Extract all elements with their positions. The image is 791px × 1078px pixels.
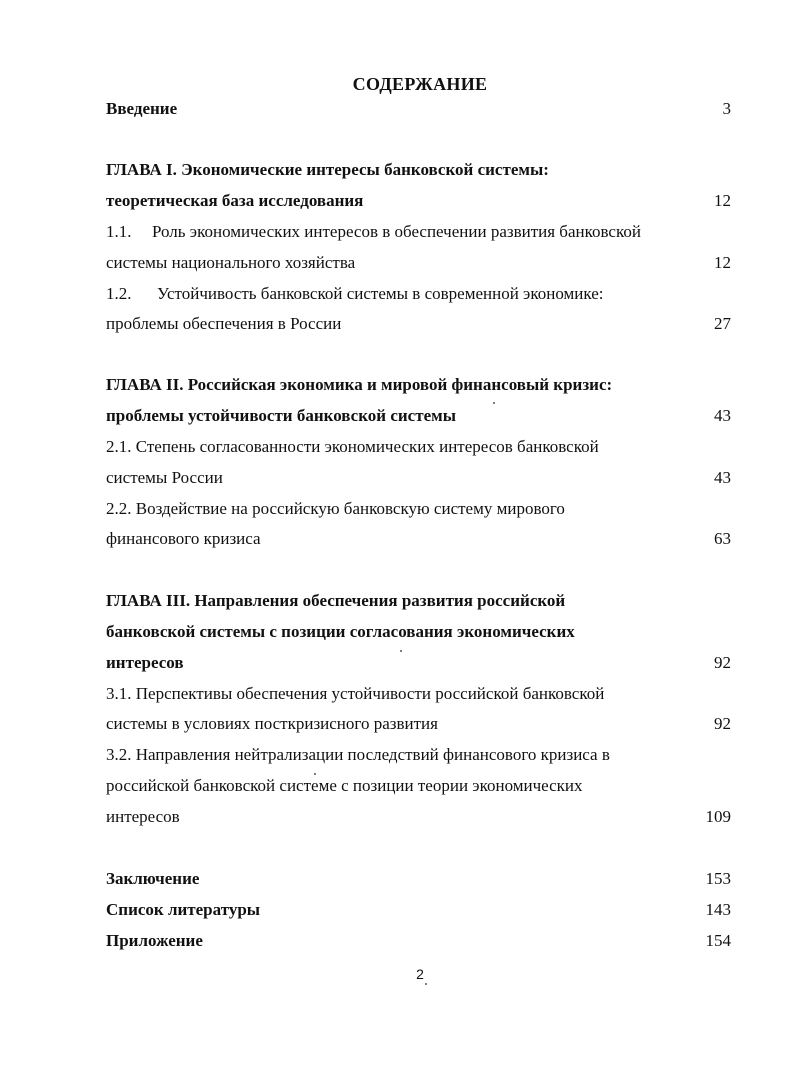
- toc-chapter2-title-line2: проблемы устойчивости банковской системы: [106, 406, 456, 425]
- toc-section-3-1-page: 92: [714, 714, 731, 733]
- toc-references-page: 143: [705, 900, 731, 919]
- toc-chapter1-title-line2: теоретическая база исследования: [106, 191, 364, 210]
- toc-section-2-1-line1: 2.1. Степень согласованности экономических интересов банковской: [106, 437, 599, 456]
- scan-speck: [400, 650, 402, 652]
- toc-section-3-1-line2: системы в условиях посткризисного развития: [106, 714, 438, 733]
- toc-section-2-2-line2: финансового кризиса: [106, 529, 261, 548]
- toc-section-2-2-page: 63: [714, 529, 731, 548]
- toc-appendix-page: 154: [705, 931, 731, 950]
- toc-intro-page: 3: [722, 99, 731, 118]
- toc-chapter3-title-line1: ГЛАВА III. Направления обеспечения развития российской: [106, 591, 566, 610]
- scan-speck: [314, 773, 316, 775]
- toc-section-1-1-line2: системы национального хозяйства: [106, 253, 356, 272]
- toc-chapter1-page: 12: [714, 191, 731, 210]
- toc-section-3-2-line1: 3.2. Направления нейтрализации последствий финансового кризиса в: [106, 745, 610, 764]
- toc-chapter2-page: 43: [714, 406, 731, 425]
- toc-section-1-1-number: 1.1.: [106, 222, 132, 241]
- toc-conclusion-label: Заключение: [106, 869, 200, 888]
- toc-section-1-2-line1: Устойчивость банковской системы в современной экономике:: [157, 284, 604, 303]
- toc-intro-label: Введение: [106, 99, 178, 118]
- scan-speck: [493, 402, 495, 404]
- toc-chapter2-title-line1: ГЛАВА II. Российская экономика и мировой финансовый кризис:: [106, 375, 613, 394]
- toc-section-1-1-line1: Роль экономических интересов в обеспечении развития банковской: [152, 222, 641, 241]
- toc-section-3-1-line1: 3.1. Перспективы обеспечения устойчивости российской банковской: [106, 684, 605, 703]
- toc-conclusion-page: 153: [705, 869, 731, 888]
- toc-chapter1-title-line1: ГЛАВА I. Экономические интересы банковской системы:: [106, 160, 549, 179]
- toc-section-2-2-line1: 2.2. Воздействие на российскую банковскую систему мирового: [106, 499, 565, 518]
- toc-section-3-2-line2: российской банковской системе с позиции теории экономических: [106, 776, 583, 795]
- page-number: 2: [416, 966, 424, 982]
- toc-section-3-2-line3: интересов: [106, 807, 180, 826]
- scan-speck: [425, 983, 427, 985]
- toc-references-label: Список литературы: [106, 900, 261, 919]
- toc-section-3-2-page: 109: [705, 807, 731, 826]
- toc-chapter3-title-line3: интересов: [106, 653, 184, 672]
- toc-section-2-1-line2: системы России: [106, 468, 223, 487]
- toc-chapter3-page: 92: [714, 653, 731, 672]
- toc-section-1-2-page: 27: [714, 314, 731, 333]
- toc-section-1-1-page: 12: [714, 253, 731, 272]
- toc-section-1-2-number: 1.2.: [106, 284, 132, 303]
- toc-section-2-1-page: 43: [714, 468, 731, 487]
- toc-section-1-2-line2: проблемы обеспечения в России: [106, 314, 342, 333]
- toc-appendix-label: Приложение: [106, 931, 203, 950]
- page-title: СОДЕРЖАНИЕ: [352, 74, 488, 94]
- toc-chapter3-title-line2: банковской системы с позиции согласования экономических: [106, 622, 575, 641]
